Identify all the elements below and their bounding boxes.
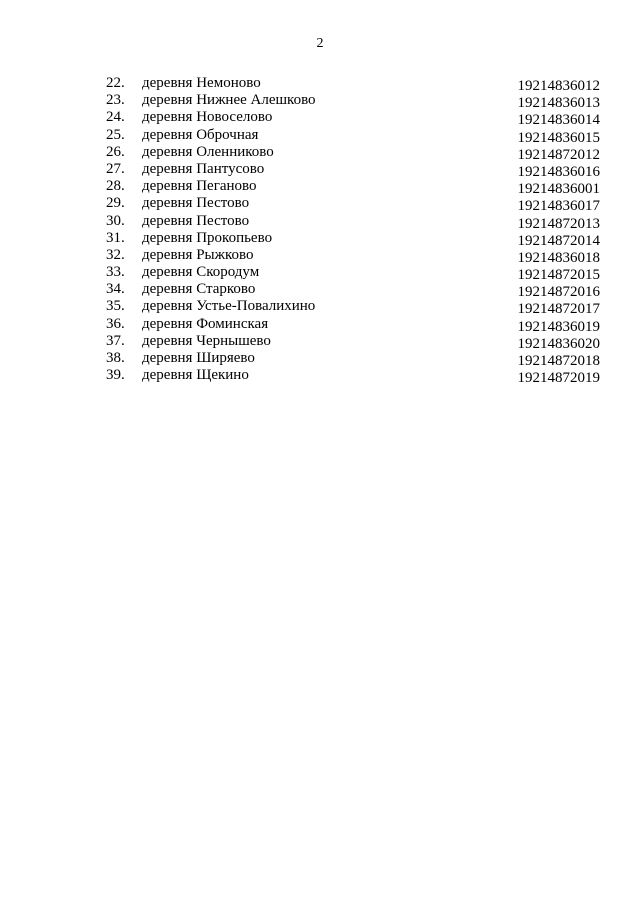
item-number: 23. — [106, 92, 125, 109]
item-number: 22. — [106, 75, 125, 91]
list-item — [0, 298, 640, 318]
item-number: 28. — [106, 178, 125, 195]
item-number: 27. — [106, 160, 125, 177]
item-name: деревня Прокопьево — [142, 229, 273, 246]
list-item — [0, 230, 640, 247]
list-item — [0, 213, 640, 230]
list-item — [0, 333, 640, 350]
item-name: деревня Пестово — [142, 212, 250, 229]
list-item — [0, 195, 640, 215]
item-code: 19214836001 — [517, 181, 600, 198]
item-number: 38. — [106, 350, 125, 366]
item-number: 31. — [106, 229, 125, 246]
item-code: 19214836018 — [517, 249, 600, 266]
item-code: 19214872018 — [517, 353, 600, 369]
list-item — [0, 350, 640, 367]
item-code: 19214836019 — [517, 318, 600, 335]
item-code: 19214836012 — [517, 78, 600, 94]
item-code: 19214872017 — [517, 301, 600, 318]
item-number: 39. — [106, 367, 125, 384]
item-number: 34. — [106, 281, 125, 298]
item-code: 19214872015 — [517, 267, 600, 284]
item-number: 36. — [106, 315, 125, 332]
item-name: деревня Пестово — [142, 195, 250, 212]
item-name: деревня Фоминская — [142, 315, 269, 332]
list-item — [0, 264, 640, 284]
item-code: 19214872016 — [517, 284, 600, 301]
item-number: 26. — [106, 143, 125, 160]
list-item — [0, 127, 640, 144]
item-code: 19214836013 — [517, 95, 600, 112]
list-item — [0, 281, 640, 301]
item-name: деревня Оброчная — [142, 126, 259, 143]
list-item — [0, 367, 640, 387]
item-name: деревня Новоселово — [142, 109, 273, 126]
item-name: деревня Чернышево — [142, 332, 271, 349]
item-code: 19214872014 — [517, 232, 600, 249]
list-item — [0, 247, 640, 264]
item-number: 25. — [106, 126, 125, 143]
item-number: 33. — [106, 264, 125, 281]
list-item — [0, 316, 640, 333]
item-name: деревня Оленниково — [142, 143, 274, 160]
item-name: деревня Пеганово — [142, 178, 257, 195]
item-number: 30. — [106, 212, 125, 229]
item-name: деревня Пантусово — [142, 160, 265, 177]
item-code: 19214836014 — [517, 112, 600, 129]
item-name: деревня Рыжково — [142, 246, 254, 263]
list-item — [0, 178, 640, 198]
item-number: 35. — [106, 298, 125, 315]
item-name: деревня Устье-Повалихино — [142, 298, 316, 315]
item-code: 19214836020 — [517, 335, 600, 352]
list-item — [0, 161, 640, 178]
item-number: 24. — [106, 109, 125, 126]
settlement-list — [0, 75, 640, 387]
page-number: 2 — [316, 36, 324, 51]
item-code: 19214872013 — [517, 215, 600, 232]
item-number: 32. — [106, 246, 125, 263]
list-item — [0, 144, 640, 161]
list-item — [0, 75, 640, 92]
item-code: 19214872019 — [517, 370, 600, 387]
item-name: деревня Немоново — [142, 75, 261, 91]
item-code: 19214836017 — [517, 198, 600, 215]
item-number: 29. — [106, 195, 125, 212]
item-name: деревня Ширяево — [142, 350, 255, 366]
item-number: 37. — [106, 332, 125, 349]
item-code: 19214872012 — [517, 146, 600, 163]
item-name: деревня Щекино — [142, 367, 249, 384]
list-item — [0, 92, 640, 112]
item-name: деревня Нижнее Алешково — [142, 92, 316, 109]
item-code: 19214836016 — [517, 163, 600, 180]
list-item — [0, 109, 640, 129]
item-name: деревня Скородум — [142, 264, 260, 281]
item-code: 19214836015 — [517, 129, 600, 146]
item-name: деревня Старково — [142, 281, 256, 298]
